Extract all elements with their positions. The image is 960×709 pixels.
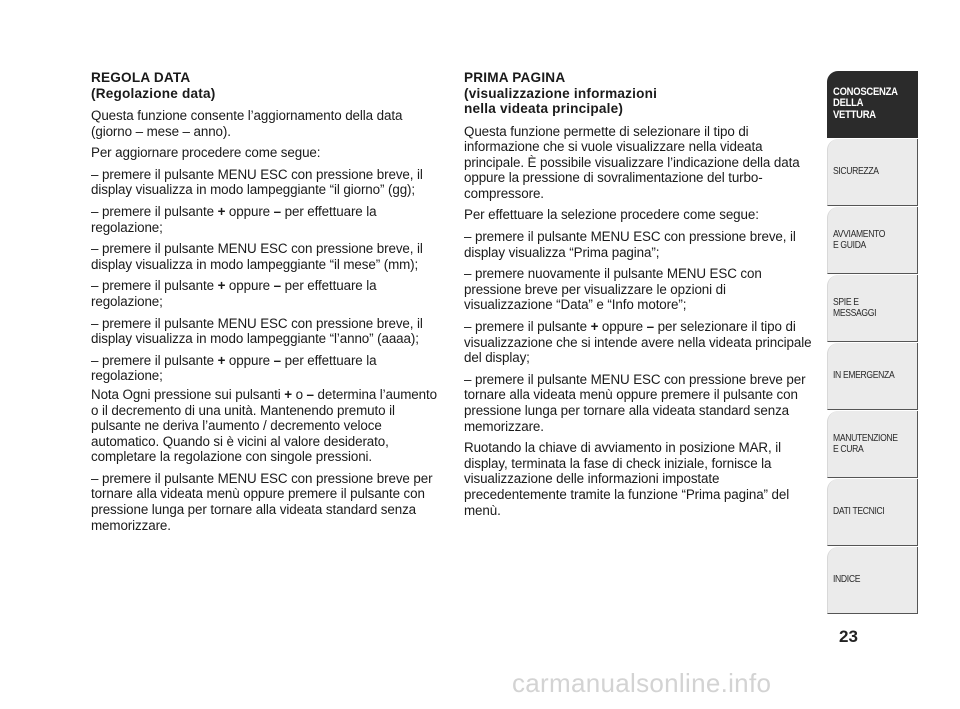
section-heading-prima-pagina — [464, 70, 814, 117]
paragraph-intro: Questa funzione permette di selezionare il tipo di informazione che si vuole visualizzare nella videata principale. È possibile visualizzare l’indicazione della data oppure la pressione di sovralimentazione del turbo-compressore. — [464, 123, 800, 201]
tab-indice[interactable] — [827, 547, 918, 614]
minus-symbol: – — [273, 278, 282, 294]
step-1: – premere il pulsante MENU ESC con pressione breve, il display visualizza in modo lampeggiante “il giorno” (gg); — [91, 166, 423, 198]
step-2: – premere nuovamente il pulsante MENU ESC con pressione breve per visualizzare le opzioni di visualizzazione “Data” e “Info motore”; — [464, 266, 762, 313]
plus-symbol: + — [590, 319, 599, 335]
tab-manutenzione-e-cura[interactable] — [827, 411, 918, 478]
paragraph-lead: Per aggiornare procedere come segue: — [91, 145, 321, 161]
step-3: – premere il pulsante MENU ESC con pressione breve, il display visualizza in modo lampeggiante “il mese” (mm); — [91, 241, 423, 272]
tab-label: CONOSCENZA DELLA VETTURA — [833, 85, 898, 121]
watermark: carmanualsonline.info — [512, 668, 772, 698]
minus-symbol: – — [306, 386, 314, 402]
page-number: 23 — [839, 627, 858, 646]
section-tabs — [827, 71, 918, 615]
paragraph-closing: Ruotando la chiave di avviamento in posizione MAR, il display, terminata la fase di check iniziale, fornisce la visualizzazione delle informazioni impostate precedentemente tramite la funzione “Prima pagina” del menù. — [464, 440, 790, 518]
heading-subtitle-1: (visualizzazione informazioni — [464, 85, 658, 101]
tab-avviamento-e-guida[interactable] — [827, 207, 918, 274]
step-1: – premere il pulsante MENU ESC con pressione breve, il display visualizza “Prima pagina”; — [464, 229, 796, 260]
section-heading-regola-data — [91, 70, 441, 101]
paragraph-intro: Questa funzione consente l’aggiornamento della data (giorno – mese – anno). — [91, 108, 403, 139]
tab-label: DATI TECNICI — [833, 506, 885, 518]
step-2: – premere il pulsante + oppure – per effettuare la regolazione; — [91, 203, 377, 235]
tab-label: IN EMERGENZA — [833, 370, 895, 382]
tab-label: AVVIAMENTO E GUIDA — [833, 228, 886, 251]
tab-label: INDICE — [833, 574, 861, 586]
plus-symbol: + — [217, 203, 226, 219]
tab-conoscenza-della-vettura[interactable] — [827, 71, 918, 138]
plus-symbol: + — [217, 278, 226, 294]
tab-label: SICUREZZA — [833, 166, 879, 178]
minus-symbol: – — [646, 319, 655, 335]
tab-spie-e-messaggi[interactable] — [827, 275, 918, 342]
step-6: – premere il pulsante + oppure – per effettuare la regolazione; — [91, 352, 377, 384]
step-4: – premere il pulsante + oppure – per effettuare la regolazione; — [91, 278, 377, 309]
tab-label: SPIE E MESSAGGI — [833, 296, 877, 319]
tab-sicurezza[interactable] — [827, 139, 918, 206]
heading-subtitle: (Regolazione data) — [91, 85, 216, 101]
step-3: – premere il pulsante + oppure – per selezionare il tipo di visualizzazione che si intende avere nella videata principale del display; — [464, 319, 812, 366]
step-final: – premere il pulsante MENU ESC con pressione breve per tornare alla videata menù oppure premere il pulsante con pressione lunga per tornare alla videata standard senza memorizzare. — [91, 470, 433, 533]
tab-label: MANUTENZIONE E CURA — [833, 432, 898, 455]
step-4: – premere il pulsante MENU ESC con pressione breve per tornare alla videata menù oppure premere il pulsante con pressione lunga per tornare alla videata standard senza memorizzare. — [464, 371, 806, 434]
right-column — [464, 70, 814, 524]
heading-subtitle-2: nella videata principale) — [464, 101, 624, 116]
tab-in-emergenza[interactable] — [827, 343, 918, 410]
step-5: – premere il pulsante MENU ESC con pressione breve, il display visualizza in modo lampeggiante “l’anno” (aaaa); — [91, 315, 423, 347]
tab-dati-tecnici[interactable] — [827, 479, 918, 546]
plus-symbol: + — [217, 352, 226, 368]
left-column — [91, 70, 441, 539]
plus-symbol: + — [284, 386, 292, 402]
heading-title: REGOLA DATA — [91, 70, 191, 85]
paragraph-lead: Per effettuare la selezione procedere come segue: — [464, 207, 759, 223]
minus-symbol: – — [273, 352, 282, 368]
minus-symbol: – — [273, 203, 282, 219]
note-paragraph: Nota Ogni pressione sui pulsanti + o – determina l’aumento o il decremento di una unità. Mantenendo premuto il pulsante ne deriva l’aumento / decremento veloce automatico. Quando si è vicini al valore desiderato, completare la regolazione con singole pressioni. — [91, 386, 437, 465]
heading-title: PRIMA PAGINA — [464, 70, 566, 85]
